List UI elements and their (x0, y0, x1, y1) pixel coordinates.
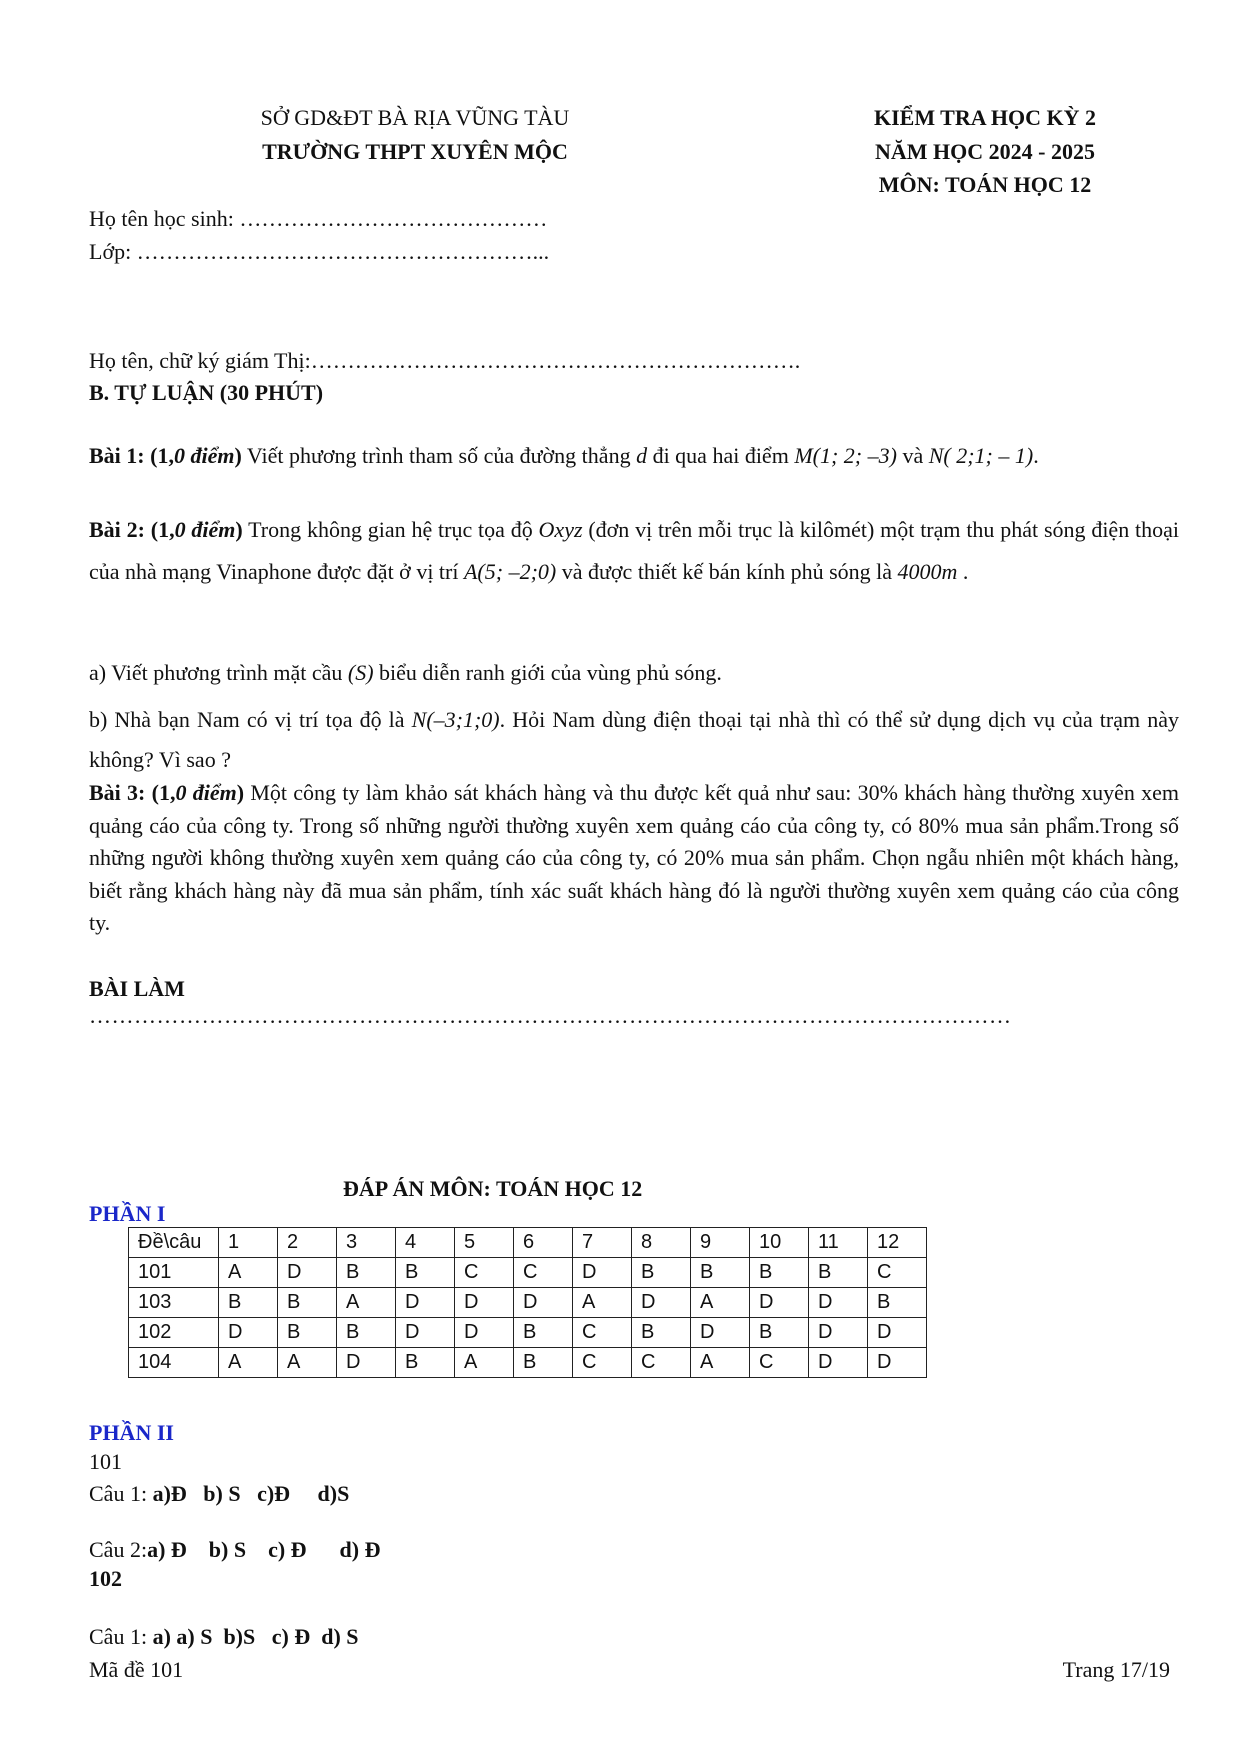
table-cell: 104 (129, 1348, 219, 1378)
exercise-3-text: Một công ty làm khảo sát khách hàng và thu được kết quả như sau: 30% khách hàng thường xuyên xem quảng cáo của công ty. Trong số những người thường xuyên xem quảng cáo của công ty, có 80% mua sản phẩm.Trong số những người không thường xuyên xem quảng cáo của công ty, có 20% mua sản phẩm. Chọn ngẫu nhiên một khách hàng, biết rằng khách hàng này đã mua sản phẩm, tính xác suất khách hàng đó là người thường xuyên xem quảng cáo của công ty. (89, 780, 1179, 935)
exercise-1-text2: đi qua hai điểm (647, 443, 795, 468)
subject: MÔN: TOÁN HỌC 12 (878, 172, 1092, 197)
q1-101-label: Câu 1: (89, 1481, 153, 1506)
table-header-cell: 12 (868, 1228, 927, 1258)
q1-101-answers: a)Đ b) S c)Đ d)S (152, 1481, 350, 1506)
table-cell: D (632, 1288, 691, 1318)
table-cell: B (278, 1318, 337, 1348)
table-header-cell: 10 (750, 1228, 809, 1258)
table-cell: B (337, 1318, 396, 1348)
oxyz: Oxyz (538, 517, 583, 542)
exercise-2-label: Bài 2: (1, (89, 517, 175, 542)
table-cell: C (573, 1318, 632, 1348)
table-cell: D (868, 1348, 927, 1378)
table-cell: D (514, 1288, 573, 1318)
table-cell: B (514, 1348, 573, 1378)
section-b-title: B. TỰ LUẬN (30 PHÚT) (89, 380, 324, 405)
point-n: N( 2;1; – 1) (928, 443, 1034, 468)
table-cell: D (396, 1318, 455, 1348)
table-cell: D (809, 1348, 868, 1378)
table-cell: B (809, 1258, 868, 1288)
table-cell: B (868, 1288, 927, 1318)
table-header-cell: 6 (514, 1228, 573, 1258)
q1-102-label: Câu 1: (89, 1624, 153, 1649)
student-name-line: Họ tên học sinh: …………………………………… (89, 206, 548, 231)
footer-page-number: Trang 17/19 (1062, 1657, 1170, 1682)
table-row (129, 1288, 927, 1318)
table-cell: A (337, 1288, 396, 1318)
var-d: d (636, 443, 648, 468)
table-cell: C (868, 1258, 927, 1288)
exercise-1-text: Viết phương trình tham số của đường thẳng (241, 443, 637, 468)
q2-101 (89, 1537, 381, 1563)
radius: 4000m (897, 559, 958, 584)
exercise-2-text3: và được thiết kế bán kính phủ sóng là (556, 559, 898, 584)
table-header-cell: 9 (691, 1228, 750, 1258)
table-row (129, 1348, 927, 1378)
table-cell: A (278, 1348, 337, 1378)
table-row (129, 1258, 927, 1288)
q1-102-answers: a) a) S b)S c) Đ d) S (152, 1624, 359, 1649)
school-name: TRƯỜNG THPT XUYÊN MỘC (262, 139, 568, 164)
table-cell: D (455, 1288, 514, 1318)
table-header-row (129, 1228, 927, 1258)
part-1-heading: PHẦN I (89, 1201, 166, 1226)
table-cell: D (219, 1318, 278, 1348)
table-cell: D (691, 1318, 750, 1348)
table-header-cell: 7 (573, 1228, 632, 1258)
table-cell: D (809, 1318, 868, 1348)
table-header-cell: 4 (396, 1228, 455, 1258)
table-header-cell: 11 (809, 1228, 868, 1258)
exercise-1-and: và (896, 443, 929, 468)
table-cell: A (691, 1348, 750, 1378)
exercise-2b (89, 700, 1179, 780)
table-cell: A (455, 1348, 514, 1378)
answer-table (128, 1227, 927, 1378)
table-header-cell: 8 (632, 1228, 691, 1258)
table-cell: B (337, 1258, 396, 1288)
school-year: NĂM HỌC 2024 - 2025 (875, 139, 1095, 164)
exercise-1-score: 0 điểm (173, 443, 235, 468)
table-header-cell: 2 (278, 1228, 337, 1258)
exercise-3-score: 0 điểm (175, 780, 237, 805)
table-cell: D (573, 1258, 632, 1288)
exercise-2a (89, 660, 722, 686)
table-cell: D (868, 1318, 927, 1348)
sphere-s: (S) (347, 660, 374, 685)
q2-101-label: Câu 2: (89, 1537, 148, 1562)
exercise-2a-pre: a) Viết phương trình mặt cầu (89, 660, 348, 685)
point-a: A(5; –2;0) (463, 559, 557, 584)
table-cell: A (219, 1258, 278, 1288)
table-cell: C (455, 1258, 514, 1288)
table-cell: C (750, 1348, 809, 1378)
table-cell: B (691, 1258, 750, 1288)
answers-title: ĐÁP ÁN MÔN: TOÁN HỌC 12 (343, 1176, 643, 1201)
exercise-2b-post: . Hỏi Nam dùng điện thoại tại nhà thì có thể sử dụng dịch vụ của trạm này không? Vì sao ? (89, 707, 1179, 772)
table-cell: A (573, 1288, 632, 1318)
exercise-3-close: ) (236, 780, 245, 805)
footer-exam-code: Mã đề 101 (89, 1657, 184, 1682)
table-header-cell: Đề\câu (129, 1228, 219, 1258)
table-cell: A (219, 1348, 278, 1378)
q1-101 (89, 1481, 349, 1507)
table-cell: D (396, 1288, 455, 1318)
table-cell: C (632, 1348, 691, 1378)
exercise-2a-post: biểu diễn ranh giới của vùng phủ sóng. (373, 660, 722, 685)
exam-title: KIỂM TRA HỌC KỲ 2 (873, 105, 1097, 130)
table-cell: 101 (129, 1258, 219, 1288)
exercise-1-end: . (1033, 443, 1039, 468)
point-m: M(1; 2; –3) (794, 443, 897, 468)
exercise-1-close: ) (234, 443, 242, 468)
table-cell: D (809, 1288, 868, 1318)
exercise-1-label: Bài 1: (1, (89, 443, 174, 468)
exercise-2-score: 0 điểm (174, 517, 236, 542)
code-101: 101 (89, 1449, 122, 1474)
table-cell: 102 (129, 1318, 219, 1348)
bai-lam-title: BÀI LÀM (89, 976, 185, 1001)
exercise-3 (89, 777, 1179, 940)
table-cell: B (219, 1288, 278, 1318)
exercise-3-label: Bài 3: (1, (89, 780, 176, 805)
table-cell: B (750, 1258, 809, 1288)
table-cell: D (455, 1318, 514, 1348)
table-cell: B (396, 1348, 455, 1378)
q2-101-answers: a) Đ b) S c) Đ d) Đ (147, 1537, 381, 1562)
exercise-1 (89, 443, 1039, 469)
exercise-2b-pre: b) Nhà bạn Nam có vị trí tọa độ là (89, 707, 412, 732)
table-cell: B (278, 1288, 337, 1318)
table-cell: C (573, 1348, 632, 1378)
table-cell: B (632, 1258, 691, 1288)
table-cell: B (514, 1318, 573, 1348)
exercise-2-end: . (957, 559, 969, 584)
proctor-line: Họ tên, chữ ký giám Thị:…………………………………………………………. (89, 348, 801, 373)
table-cell: D (750, 1288, 809, 1318)
table-row (129, 1318, 927, 1348)
table-cell: B (396, 1258, 455, 1288)
table-header-cell: 3 (337, 1228, 396, 1258)
answer-dots: …………………………………………………………………………………………………………… (89, 1003, 1012, 1028)
code-102: 102 (89, 1566, 122, 1591)
exercise-2-text1: Trong không gian hệ trục tọa độ (242, 517, 539, 542)
school-dept: SỞ GD&ĐT BÀ RỊA VŨNG TÀU (260, 105, 570, 130)
exercise-2 (89, 509, 1179, 593)
table-cell: D (278, 1258, 337, 1288)
table-header-cell: 1 (219, 1228, 278, 1258)
table-cell: C (514, 1258, 573, 1288)
table-cell: D (337, 1348, 396, 1378)
point-n-nam: N(–3;1;0) (411, 707, 500, 732)
table-cell: 103 (129, 1288, 219, 1318)
part-2-heading: PHẦN II (89, 1420, 174, 1445)
table-header-cell: 5 (455, 1228, 514, 1258)
student-class-line: Lớp: ………………………………………………... (89, 239, 550, 264)
table-cell: B (632, 1318, 691, 1348)
exercise-2-text2: (đơn vị trên mỗi trục là kilômét) một trạm thu phát sóng điện thoại của nhà mạng Vinaphone được đặt ở vị trí (89, 517, 1179, 584)
table-cell: A (691, 1288, 750, 1318)
q1-102 (89, 1624, 359, 1650)
table-cell: B (750, 1318, 809, 1348)
exercise-2-close: ) (235, 517, 243, 542)
